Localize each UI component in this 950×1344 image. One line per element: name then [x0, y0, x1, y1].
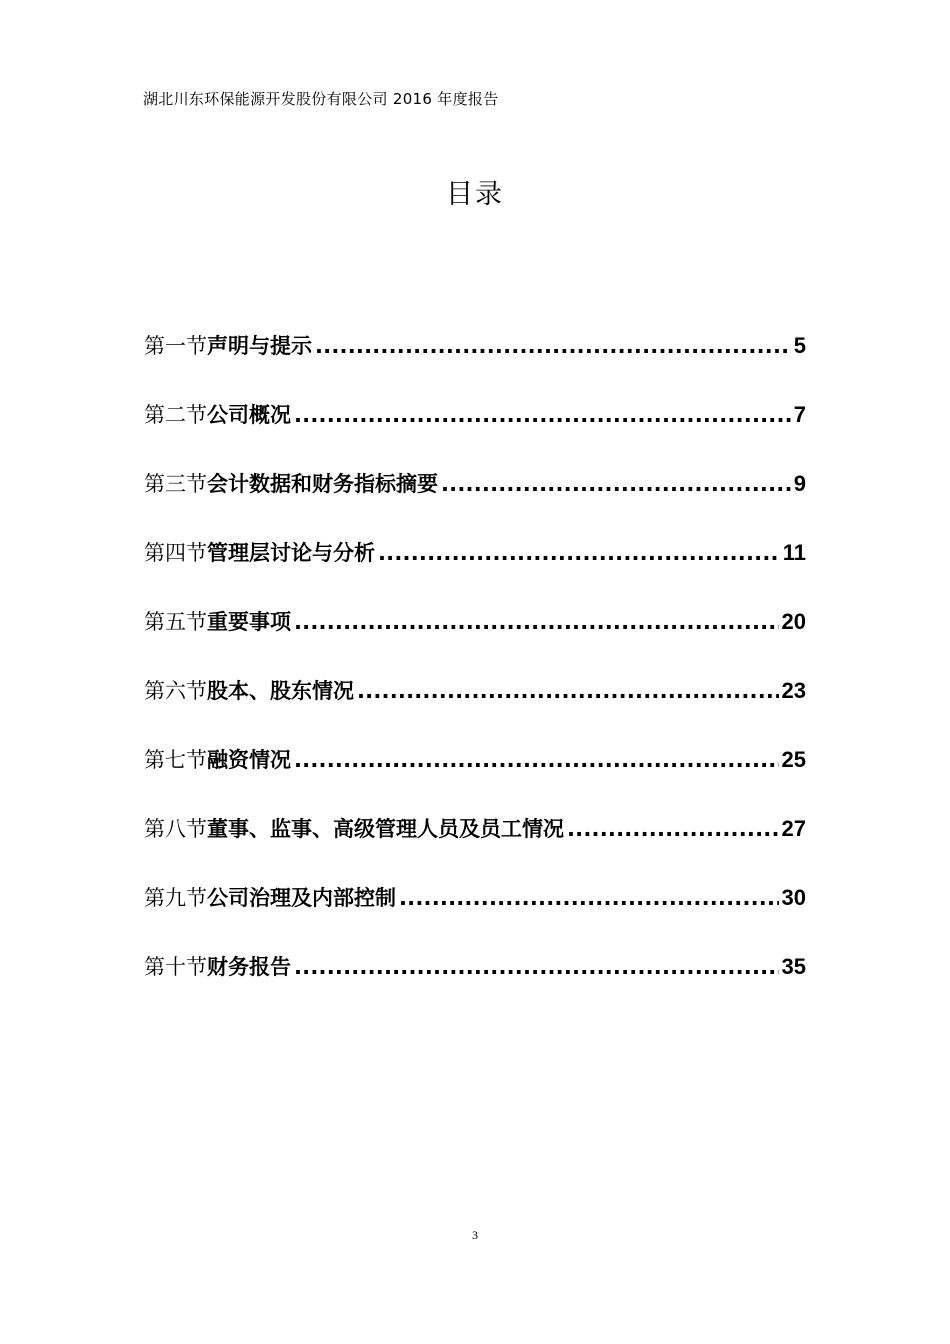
toc-leader-dots — [315, 334, 791, 358]
toc-section-title: 声明与提示 — [207, 334, 312, 358]
toc-entry[interactable] — [144, 951, 806, 1020]
toc-leader-dots — [294, 748, 779, 772]
toc-leader-dots — [567, 817, 779, 841]
toc-page-number: 25 — [781, 747, 806, 772]
toc-leader-dots — [441, 472, 791, 496]
toc-leader-dots — [294, 955, 779, 979]
toc-section-title: 会计数据和财务指标摘要 — [207, 472, 438, 496]
toc-entry[interactable] — [144, 675, 806, 744]
toc-page-number: 7 — [793, 402, 806, 427]
toc-leader-dots — [294, 403, 791, 427]
toc-entry[interactable] — [144, 813, 806, 882]
toc-section-number: 第六节 — [144, 679, 207, 703]
toc-page-number: 20 — [781, 609, 806, 634]
toc-page-number: 30 — [781, 885, 806, 910]
toc-page-number: 5 — [793, 333, 806, 358]
toc-section-number: 第七节 — [144, 748, 207, 772]
toc-section-title: 重要事项 — [207, 610, 291, 634]
toc-section-number: 第二节 — [144, 403, 207, 427]
toc-page-number: 23 — [781, 678, 806, 703]
toc-section-title: 股本、股东情况 — [207, 679, 354, 703]
toc-section-title: 财务报告 — [207, 955, 291, 979]
toc-leader-dots — [378, 541, 780, 565]
toc-leader-dots — [357, 679, 779, 703]
toc-section-title: 公司概况 — [207, 403, 291, 427]
toc-entry[interactable] — [144, 468, 806, 537]
toc-leader-dots — [294, 610, 779, 634]
toc-page-number: 35 — [781, 954, 806, 979]
toc-entry[interactable] — [144, 744, 806, 813]
toc-section-number: 第九节 — [144, 886, 207, 910]
toc-section-number: 第一节 — [144, 334, 207, 358]
toc-entry[interactable] — [144, 399, 806, 468]
table-of-contents — [144, 330, 806, 1020]
toc-entry[interactable] — [144, 330, 806, 399]
toc-section-number: 第四节 — [144, 541, 207, 565]
toc-section-title: 董事、监事、高级管理人员及员工情况 — [207, 817, 564, 841]
toc-section-title: 公司治理及内部控制 — [207, 886, 396, 910]
toc-section-number: 第十节 — [144, 955, 207, 979]
toc-entry[interactable] — [144, 606, 806, 675]
running-header: 湖北川东环保能源开发股份有限公司 2016 年度报告 — [143, 90, 499, 108]
toc-page-number: 27 — [781, 816, 806, 841]
toc-entry[interactable] — [144, 537, 806, 606]
toc-leader-dots — [399, 886, 779, 910]
page-title: 目录 — [446, 179, 504, 210]
toc-entry[interactable] — [144, 882, 806, 951]
toc-section-title: 融资情况 — [207, 748, 291, 772]
toc-section-number: 第三节 — [144, 472, 207, 496]
toc-section-number: 第五节 — [144, 610, 207, 634]
toc-section-title: 管理层讨论与分析 — [207, 541, 375, 565]
toc-page-number: 11 — [782, 540, 806, 565]
toc-page-number: 9 — [793, 471, 806, 496]
footer-page-number: 3 — [472, 1228, 478, 1242]
toc-section-number: 第八节 — [144, 817, 207, 841]
